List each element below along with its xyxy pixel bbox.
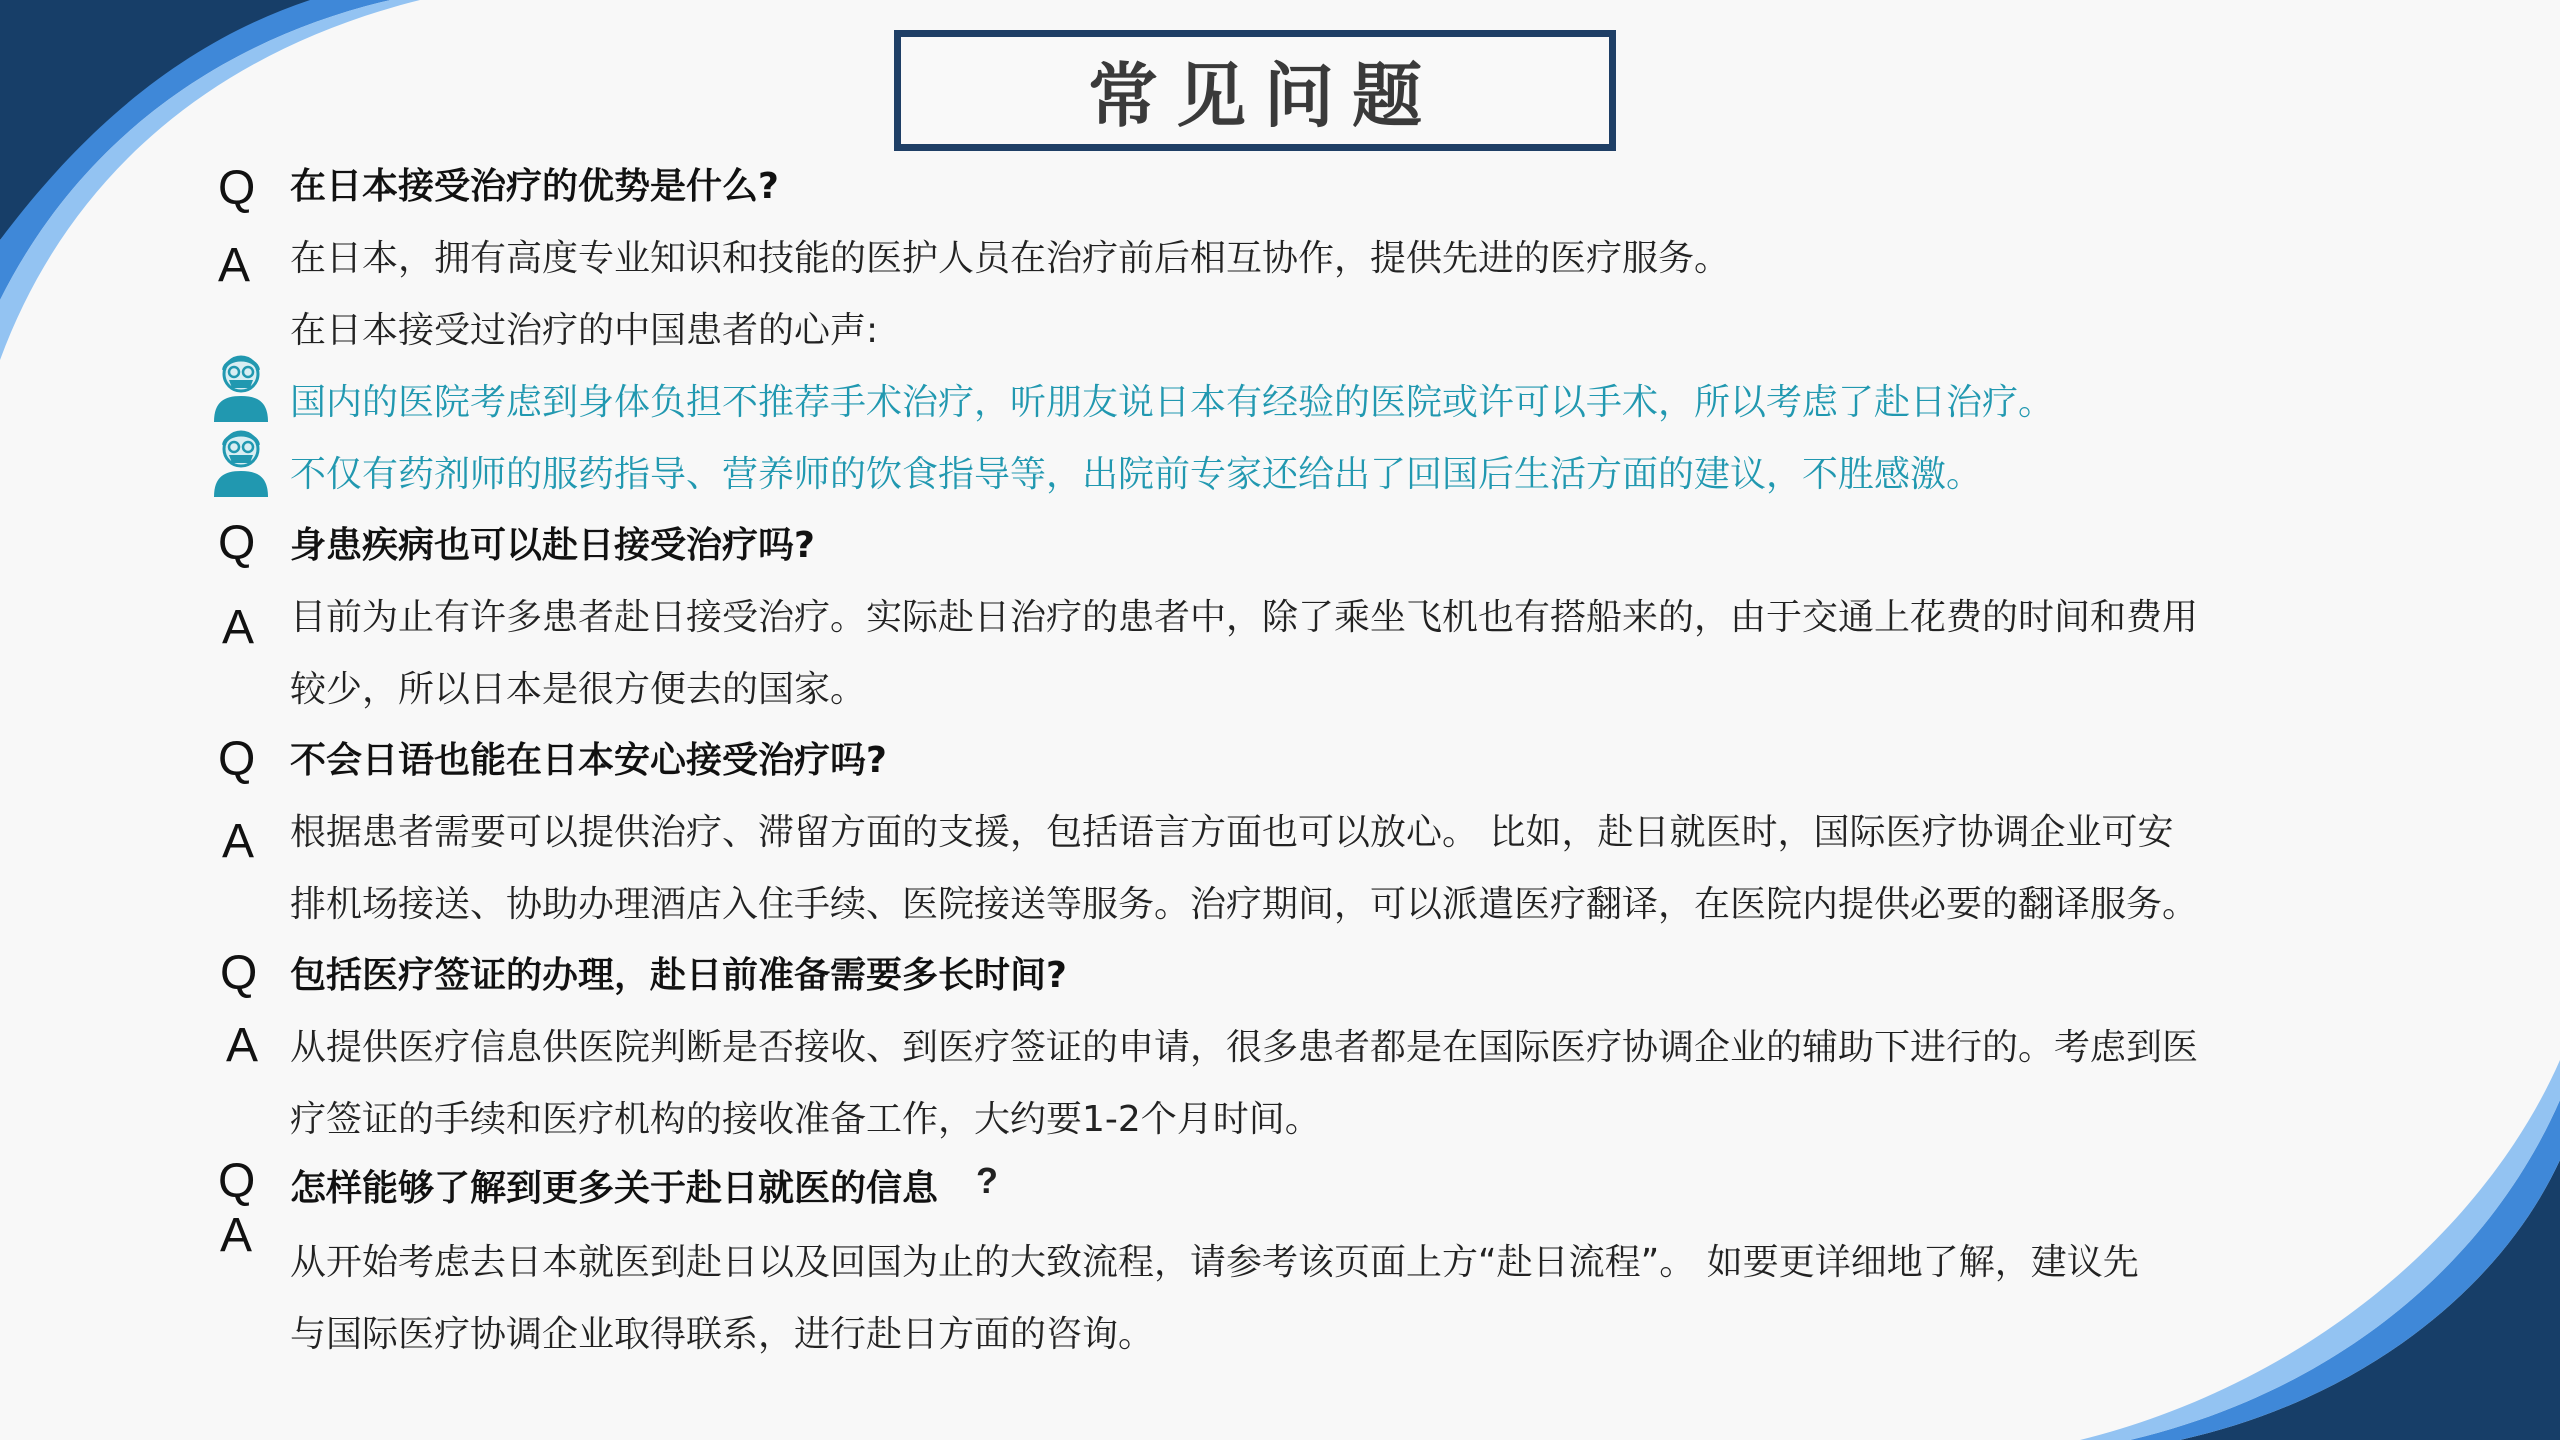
patient-avatar-icon (210, 425, 272, 497)
patient-avatar-icon (210, 350, 272, 422)
a-mark: A (222, 601, 255, 654)
faq-question-4: 包括医疗签证的办理，赴日前准备需要多长时间? (290, 955, 1067, 996)
q-mark: Q (218, 162, 256, 215)
faq-answer-3-line-1: 根据患者需要可以提供治疗、滞留方面的支援，包括语言方面也可以放心。 比如，赴日就医时，国际医疗协调企业可安 (290, 812, 2174, 853)
q-mark: Q (218, 517, 256, 570)
a-mark: A (226, 1019, 259, 1072)
faq-answer-1-line-2: 在日本接受过治疗的中国患者的心声: (290, 310, 879, 351)
faq-answer-5-line-1: 从开始考虑去日本就医到赴日以及回国为止的大致流程，请参考该页面上方“赴日流程”。 如要更详细地了解，建议先 (290, 1242, 2139, 1283)
faq-answer-2-line-1: 目前为止有许多患者赴日接受治疗。实际赴日治疗的患者中，除了乘坐飞机也有搭船来的，由于交通上花费的时间和费用 (290, 597, 2199, 638)
q-mark: Q (220, 947, 258, 1000)
a-mark: A (222, 815, 255, 868)
a-mark: A (220, 1209, 253, 1262)
faq-answer-5-line-2: 与国际医疗协调企业取得联系，进行赴日方面的咨询。 (290, 1314, 1155, 1355)
page-title: 常见问题 (1088, 55, 1440, 137)
faq-answer-3-line-2: 排机场接送、协助办理酒店入住手续、医院接送等服务。治疗期间，可以派遣医疗翻译，在医院内提供必要的翻译服务。 (290, 884, 2199, 925)
faq-question-3: 不会日语也能在日本安心接受治疗吗? (290, 740, 887, 781)
faq-answer-1-line-1: 在日本，拥有高度专业知识和技能的医护人员在治疗前后相互协作，提供先进的医疗服务。 (290, 238, 1731, 279)
faq-answer-4-line-1: 从提供医疗信息供医院判断是否接收、到医疗签证的申请，很多患者都是在国际医疗协调企业的辅助下进行的。考虑到医 (290, 1027, 2199, 1068)
q-mark: Q (218, 733, 256, 786)
testimonial-1: 国内的医院考虑到身体负担不推荐手术治疗，听朋友说日本有经验的医院或许可以手术，所以考虑了赴日治疗。 (290, 382, 2055, 423)
a-mark: A (218, 239, 251, 292)
faq-question-5: 怎样能够了解到更多关于赴日就医的信息 (290, 1168, 939, 1209)
testimonial-2: 不仅有药剂师的服药指导、营养师的饮食指导等，出院前专家还给出了回国后生活方面的建议，不胜感激。 (290, 454, 1983, 495)
page-title-box (894, 30, 1616, 151)
faq-answer-4-line-2: 疗签证的手续和医疗机构的接收准备工作，大约要1-2个月时间。 (290, 1099, 1321, 1140)
question-mark: ? (976, 1160, 998, 1201)
faq-answer-2-line-2: 较少，所以日本是很方便去的国家。 (290, 669, 867, 710)
faq-question-1: 在日本接受治疗的优势是什么? (290, 166, 779, 207)
q-mark: Q (218, 1155, 256, 1208)
faq-question-2: 身患疾病也可以赴日接受治疗吗? (290, 525, 815, 566)
